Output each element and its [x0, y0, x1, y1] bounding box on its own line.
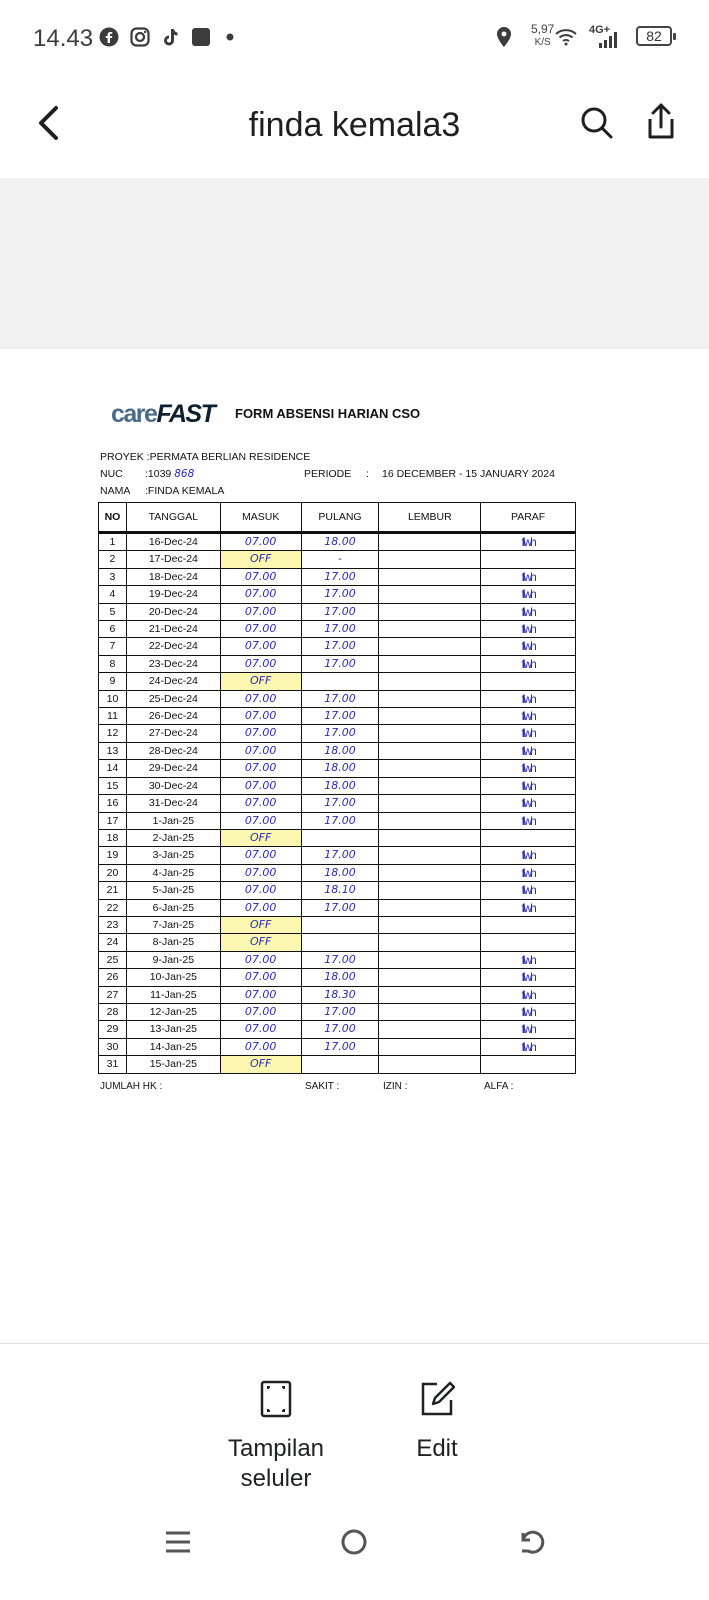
cell-tanggal: 21-Dec-24: [126, 621, 220, 638]
table-row: [99, 690, 576, 707]
cell-pulang: 17.00: [301, 638, 379, 655]
table-row: [99, 864, 576, 881]
cell-pulang: 17.00: [301, 690, 379, 707]
cell-pulang: 17.00: [301, 621, 379, 638]
cell-lembur: [379, 951, 481, 968]
cell-tanggal: 2-Jan-25: [126, 829, 220, 846]
mobile-view-label-2: seluler: [240, 1465, 312, 1492]
cell-tanggal: 23-Dec-24: [126, 655, 220, 672]
cell-no: 20: [99, 864, 127, 881]
cell-paraf: flwh: [481, 708, 576, 725]
table-row: [99, 882, 576, 899]
cell-paraf: flwh: [481, 864, 576, 881]
cell-tanggal: 13-Jan-25: [126, 1021, 220, 1038]
preview-background: [0, 178, 709, 349]
back-nav-icon[interactable]: [518, 1528, 546, 1556]
cell-tanggal: 22-Dec-24: [126, 638, 220, 655]
nama-value: :FINDA KEMALA: [145, 485, 225, 497]
cell-paraf: [481, 551, 576, 568]
cell-masuk: 07.00: [220, 1003, 301, 1020]
cell-no: 18: [99, 829, 127, 846]
cell-tanggal: 14-Jan-25: [126, 1038, 220, 1055]
cell-tanggal: 30-Dec-24: [126, 777, 220, 794]
table-row: [99, 1003, 576, 1020]
cell-pulang: 17.00: [301, 586, 379, 603]
table-row: [99, 551, 576, 568]
cell-masuk: 07.00: [220, 586, 301, 603]
cell-lembur: [379, 916, 481, 933]
cell-pulang: [301, 916, 379, 933]
cell-paraf: flwh: [481, 655, 576, 672]
cell-masuk: 07.00: [220, 742, 301, 759]
cell-pulang: 18.30: [301, 986, 379, 1003]
cell-tanggal: 8-Jan-25: [126, 934, 220, 951]
cell-lembur: [379, 847, 481, 864]
cell-tanggal: 20-Dec-24: [126, 603, 220, 620]
cell-masuk: 07.00: [220, 655, 301, 672]
cell-masuk: 07.00: [220, 899, 301, 916]
divider: [0, 1343, 709, 1344]
cell-lembur: [379, 1056, 481, 1073]
cell-masuk: 07.00: [220, 621, 301, 638]
table-row: [99, 760, 576, 777]
table-row: [99, 725, 576, 742]
cell-paraf: [481, 1056, 576, 1073]
cell-pulang: 17.00: [301, 1038, 379, 1055]
table-row: [99, 812, 576, 829]
dot-icon: [226, 33, 234, 41]
net-speed: 5,97 K/S: [531, 22, 555, 48]
table-row: [99, 829, 576, 846]
cell-no: 14: [99, 760, 127, 777]
cell-lembur: [379, 673, 481, 690]
fullscreen-icon: [259, 1380, 293, 1418]
cell-pulang: 17.00: [301, 603, 379, 620]
cell-masuk: 07.00: [220, 725, 301, 742]
cell-tanggal: 19-Dec-24: [126, 586, 220, 603]
cell-masuk: 07.00: [220, 1021, 301, 1038]
periode-colon: :: [366, 468, 369, 480]
cell-paraf: flwh: [481, 638, 576, 655]
cell-pulang: [301, 673, 379, 690]
cell-lembur: [379, 1038, 481, 1055]
cell-paraf: flwh: [481, 795, 576, 812]
cell-paraf: flwh: [481, 1038, 576, 1055]
cell-no: 26: [99, 969, 127, 986]
cell-tanggal: 29-Dec-24: [126, 760, 220, 777]
table-row: [99, 969, 576, 986]
cell-lembur: [379, 621, 481, 638]
nuc-label: NUC: [100, 468, 123, 480]
cell-tanggal: 10-Jan-25: [126, 969, 220, 986]
cell-masuk: 07.00: [220, 882, 301, 899]
cell-tanggal: 6-Jan-25: [126, 899, 220, 916]
cell-pulang: 17.00: [301, 1003, 379, 1020]
cell-paraf: [481, 673, 576, 690]
cell-no: 22: [99, 899, 127, 916]
edit-label: Edit: [416, 1435, 458, 1462]
cell-masuk: 07.00: [220, 760, 301, 777]
table-row: [99, 1038, 576, 1055]
cell-no: 11: [99, 708, 127, 725]
table-row: [99, 621, 576, 638]
cell-lembur: [379, 708, 481, 725]
cell-tanggal: 16-Dec-24: [126, 533, 220, 551]
cell-masuk: 07.00: [220, 812, 301, 829]
cell-paraf: flwh: [481, 882, 576, 899]
cell-no: 13: [99, 742, 127, 759]
app-icon: [191, 27, 211, 47]
cell-masuk: 07.00: [220, 986, 301, 1003]
table-row: [99, 1056, 576, 1073]
cell-tanggal: 25-Dec-24: [126, 690, 220, 707]
cell-lembur: [379, 969, 481, 986]
table-row: [99, 1021, 576, 1038]
cell-lembur: [379, 655, 481, 672]
cell-tanggal: 3-Jan-25: [126, 847, 220, 864]
table-row: [99, 603, 576, 620]
wifi-icon: [555, 28, 577, 46]
header-masuk: MASUK: [220, 503, 301, 533]
cell-no: 5: [99, 603, 127, 620]
cell-pulang: [301, 829, 379, 846]
cell-masuk: OFF: [220, 673, 301, 690]
table-header-row: [99, 503, 576, 533]
cell-no: 30: [99, 1038, 127, 1055]
cell-no: 12: [99, 725, 127, 742]
header-tanggal: TANGGAL: [126, 503, 220, 533]
cell-lembur: [379, 586, 481, 603]
cell-paraf: flwh: [481, 847, 576, 864]
cell-tanggal: 7-Jan-25: [126, 916, 220, 933]
status-time: 14.43: [33, 25, 94, 52]
cell-tanggal: 26-Dec-24: [126, 708, 220, 725]
cell-pulang: 17.00: [301, 847, 379, 864]
cell-tanggal: 15-Jan-25: [126, 1056, 220, 1073]
cell-lembur: [379, 551, 481, 568]
cell-pulang: 18.00: [301, 760, 379, 777]
share-icon[interactable]: [645, 102, 677, 140]
table-row: [99, 951, 576, 968]
periode-label: PERIODE: [304, 468, 352, 480]
cell-pulang: 18.00: [301, 969, 379, 986]
cell-masuk: 07.00: [220, 708, 301, 725]
table-row: [99, 568, 576, 585]
cell-tanggal: 28-Dec-24: [126, 742, 220, 759]
cell-pulang: [301, 1056, 379, 1073]
cell-masuk: 07.00: [220, 795, 301, 812]
cell-tanggal: 1-Jan-25: [126, 812, 220, 829]
cell-no: 3: [99, 568, 127, 585]
cell-pulang: 17.00: [301, 951, 379, 968]
instagram-icon: [130, 27, 150, 47]
edit-icon: [419, 1380, 455, 1418]
cell-no: 31: [99, 1056, 127, 1073]
cell-no: 25: [99, 951, 127, 968]
cell-no: 16: [99, 795, 127, 812]
header-no: NO: [99, 503, 127, 533]
cell-lembur: [379, 533, 481, 551]
table-row: [99, 673, 576, 690]
cell-pulang: 17.00: [301, 568, 379, 585]
app-bar: [0, 78, 709, 178]
sakit-label: SAKIT :: [305, 1081, 340, 1092]
cell-pulang: 17.00: [301, 812, 379, 829]
cell-tanggal: 31-Dec-24: [126, 795, 220, 812]
table-row: [99, 986, 576, 1003]
cell-paraf: flwh: [481, 760, 576, 777]
system-nav-bar: [0, 1520, 709, 1600]
table-row: [99, 533, 576, 551]
cell-tanggal: 24-Dec-24: [126, 673, 220, 690]
recent-apps-icon[interactable]: [164, 1528, 192, 1556]
carefast-logo: careFAST: [111, 400, 215, 428]
cell-pulang: 18.10: [301, 882, 379, 899]
cell-lembur: [379, 725, 481, 742]
cell-lembur: [379, 899, 481, 916]
cell-paraf: flwh: [481, 777, 576, 794]
cell-lembur: [379, 812, 481, 829]
cell-masuk: 07.00: [220, 568, 301, 585]
status-bar: [0, 0, 709, 78]
edit-button[interactable]: [402, 1380, 472, 1464]
cell-masuk: 07.00: [220, 777, 301, 794]
cell-paraf: flwh: [481, 1021, 576, 1038]
cell-masuk: 07.00: [220, 638, 301, 655]
cell-masuk: OFF: [220, 934, 301, 951]
header-lembur: LEMBUR: [379, 503, 481, 533]
cell-no: 6: [99, 621, 127, 638]
cell-lembur: [379, 568, 481, 585]
cell-paraf: flwh: [481, 533, 576, 551]
cell-lembur: [379, 742, 481, 759]
cell-no: 19: [99, 847, 127, 864]
cell-tanggal: 27-Dec-24: [126, 725, 220, 742]
cell-paraf: flwh: [481, 742, 576, 759]
table-row: [99, 795, 576, 812]
cell-no: 28: [99, 1003, 127, 1020]
cell-tanggal: 9-Jan-25: [126, 951, 220, 968]
page-title: finda kemala3: [248, 106, 461, 144]
cell-lembur: [379, 603, 481, 620]
table-row: [99, 586, 576, 603]
cell-paraf: flwh: [481, 899, 576, 916]
cell-pulang: [301, 934, 379, 951]
table-row: [99, 847, 576, 864]
table-row: [99, 899, 576, 916]
cell-lembur: [379, 638, 481, 655]
location-icon: [495, 26, 513, 48]
cell-no: 1: [99, 533, 127, 551]
cell-paraf: [481, 934, 576, 951]
home-icon[interactable]: [340, 1528, 368, 1556]
izin-label: IZIN :: [383, 1081, 408, 1092]
cell-lembur: [379, 882, 481, 899]
cell-paraf: flwh: [481, 812, 576, 829]
cell-pulang: 17.00: [301, 795, 379, 812]
cell-paraf: flwh: [481, 690, 576, 707]
cell-paraf: flwh: [481, 621, 576, 638]
facebook-icon: [99, 27, 119, 47]
cell-lembur: [379, 986, 481, 1003]
cell-pulang: 17.00: [301, 1021, 379, 1038]
cell-no: 27: [99, 986, 127, 1003]
table-row: [99, 777, 576, 794]
cell-no: 8: [99, 655, 127, 672]
cell-paraf: flwh: [481, 725, 576, 742]
cell-paraf: flwh: [481, 969, 576, 986]
cell-masuk: OFF: [220, 551, 301, 568]
cell-no: 7: [99, 638, 127, 655]
cell-tanggal: 5-Jan-25: [126, 882, 220, 899]
signal-icon: [598, 32, 618, 48]
cell-masuk: 07.00: [220, 1038, 301, 1055]
periode-value: 16 DECEMBER - 15 JANUARY 2024: [382, 468, 555, 480]
cell-pulang: 17.00: [301, 655, 379, 672]
table-row: [99, 655, 576, 672]
cell-no: 29: [99, 1021, 127, 1038]
cell-tanggal: 4-Jan-25: [126, 864, 220, 881]
cell-pulang: 17.00: [301, 725, 379, 742]
cell-no: 21: [99, 882, 127, 899]
attendance-table: [98, 502, 576, 1074]
cell-pulang: 17.00: [301, 708, 379, 725]
cell-paraf: flwh: [481, 586, 576, 603]
table-row: [99, 934, 576, 951]
cell-lembur: [379, 1003, 481, 1020]
form-title: FORM ABSENSI HARIAN CSO: [235, 406, 421, 421]
cell-no: 24: [99, 934, 127, 951]
cell-lembur: [379, 864, 481, 881]
cell-lembur: [379, 777, 481, 794]
cell-lembur: [379, 1021, 481, 1038]
cell-lembur: [379, 795, 481, 812]
cell-no: 4: [99, 586, 127, 603]
proyek-line: PROYEK :PERMATA BERLIAN RESIDENCE: [100, 451, 311, 463]
cell-lembur: [379, 829, 481, 846]
cell-no: 15: [99, 777, 127, 794]
cell-pulang: 17.00: [301, 899, 379, 916]
cell-masuk: OFF: [220, 1056, 301, 1073]
header-pulang: PULANG: [301, 503, 379, 533]
cell-paraf: flwh: [481, 986, 576, 1003]
mobile-view-label-1: Tampilan: [227, 1435, 325, 1462]
cell-pulang: -: [301, 551, 379, 568]
cell-no: 9: [99, 673, 127, 690]
network-type: 4G+: [589, 24, 611, 36]
jumlah-hk-label: JUMLAH HK :: [100, 1081, 163, 1092]
table-row: [99, 742, 576, 759]
cell-tanggal: 17-Dec-24: [126, 551, 220, 568]
cell-no: 2: [99, 551, 127, 568]
cell-masuk: 07.00: [220, 864, 301, 881]
cell-pulang: 18.00: [301, 742, 379, 759]
tiktok-icon: [160, 27, 180, 47]
nuc-value: :1039 868: [145, 468, 195, 480]
cell-tanggal: 12-Jan-25: [126, 1003, 220, 1020]
mobile-view-button[interactable]: [218, 1380, 334, 1494]
cell-masuk: 07.00: [220, 533, 301, 551]
cell-pulang: 18.00: [301, 533, 379, 551]
cell-lembur: [379, 690, 481, 707]
cell-masuk: 07.00: [220, 951, 301, 968]
cell-masuk: OFF: [220, 916, 301, 933]
cell-masuk: 07.00: [220, 969, 301, 986]
cell-tanggal: 18-Dec-24: [126, 568, 220, 585]
cell-pulang: 18.00: [301, 864, 379, 881]
battery-icon: 82: [636, 26, 672, 46]
cell-masuk: 07.00: [220, 603, 301, 620]
cell-paraf: flwh: [481, 1003, 576, 1020]
alfa-label: ALFA :: [484, 1081, 514, 1092]
cell-masuk: 07.00: [220, 690, 301, 707]
cell-lembur: [379, 934, 481, 951]
table-row: [99, 708, 576, 725]
nama-label: NAMA: [100, 485, 131, 497]
cell-masuk: 07.00: [220, 847, 301, 864]
cell-no: 10: [99, 690, 127, 707]
cell-lembur: [379, 760, 481, 777]
table-row: [99, 916, 576, 933]
cell-paraf: flwh: [481, 603, 576, 620]
cell-tanggal: 11-Jan-25: [126, 986, 220, 1003]
search-icon[interactable]: [580, 106, 614, 140]
table-row: [99, 638, 576, 655]
header-paraf: PARAF: [481, 503, 576, 533]
cell-no: 23: [99, 916, 127, 933]
cell-paraf: flwh: [481, 568, 576, 585]
cell-masuk: OFF: [220, 829, 301, 846]
cell-paraf: flwh: [481, 951, 576, 968]
cell-pulang: 18.00: [301, 777, 379, 794]
cell-paraf: [481, 829, 576, 846]
cell-paraf: [481, 916, 576, 933]
cell-no: 17: [99, 812, 127, 829]
